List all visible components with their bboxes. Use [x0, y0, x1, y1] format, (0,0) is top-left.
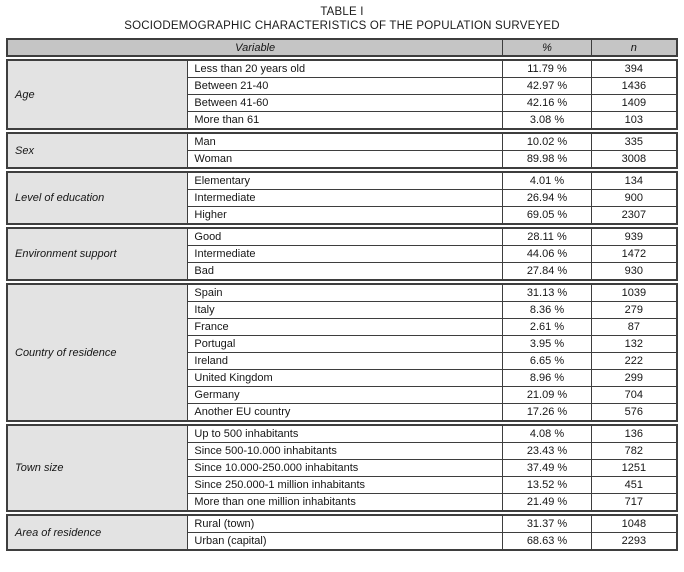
n-cell: 335 — [591, 133, 677, 151]
table-number-title: TABLE I — [320, 6, 364, 18]
variable-cell: More than one million inhabitants — [188, 494, 503, 512]
n-cell: 900 — [591, 190, 677, 207]
percent-cell: 44.06 % — [503, 246, 591, 263]
variable-cell: Intermediate — [188, 190, 503, 207]
variable-cell: Spain — [188, 284, 503, 302]
percent-cell: 4.01 % — [503, 172, 591, 190]
percent-cell: 3.95 % — [503, 336, 591, 353]
table-row — [7, 515, 677, 533]
table-row — [7, 172, 677, 190]
percent-cell: 28.11 % — [503, 228, 591, 246]
n-cell: 576 — [591, 404, 677, 422]
percent-cell: 8.36 % — [503, 302, 591, 319]
variable-cell: France — [188, 319, 503, 336]
variable-cell: Between 41-60 — [188, 95, 503, 112]
percent-cell: 4.08 % — [503, 425, 591, 443]
table-caption: SOCIODEMOGRAPHIC CHARACTERISTICS OF THE POPULATION SURVEYED — [124, 20, 560, 32]
table-row — [7, 425, 677, 443]
group-section — [6, 227, 678, 281]
variable-cell: Elementary — [188, 172, 503, 190]
percent-cell: 2.61 % — [503, 319, 591, 336]
n-cell: 87 — [591, 319, 677, 336]
group-label: Level of education — [7, 172, 188, 224]
group-label: Town size — [7, 425, 188, 511]
percent-cell: 21.09 % — [503, 387, 591, 404]
percent-cell: 69.05 % — [503, 207, 591, 225]
n-cell: 1409 — [591, 95, 677, 112]
n-cell: 2293 — [591, 533, 677, 551]
percent-cell: 26.94 % — [503, 190, 591, 207]
n-cell: 136 — [591, 425, 677, 443]
n-cell: 782 — [591, 443, 677, 460]
n-cell: 2307 — [591, 207, 677, 225]
column-header-variable: Variable — [7, 39, 503, 56]
percent-cell: 37.49 % — [503, 460, 591, 477]
variable-cell: Another EU country — [188, 404, 503, 422]
percent-cell: 89.98 % — [503, 151, 591, 169]
n-cell: 222 — [591, 353, 677, 370]
n-cell: 3008 — [591, 151, 677, 169]
variable-cell: Woman — [188, 151, 503, 169]
percent-cell: 31.13 % — [503, 284, 591, 302]
percent-cell: 42.97 % — [503, 78, 591, 95]
percent-cell: 8.96 % — [503, 370, 591, 387]
n-cell: 1039 — [591, 284, 677, 302]
group-section — [6, 283, 678, 422]
n-cell: 1048 — [591, 515, 677, 533]
variable-cell: Since 500-10.000 inhabitants — [188, 443, 503, 460]
n-cell: 132 — [591, 336, 677, 353]
percent-cell: 6.65 % — [503, 353, 591, 370]
percent-cell: 23.43 % — [503, 443, 591, 460]
variable-cell: Man — [188, 133, 503, 151]
n-cell: 103 — [591, 112, 677, 130]
group-section — [6, 59, 678, 130]
variable-cell: More than 61 — [188, 112, 503, 130]
table-row — [7, 228, 677, 246]
table-row — [7, 133, 677, 151]
variable-cell: Bad — [188, 263, 503, 281]
variable-cell: Since 10.000-250.000 inhabitants — [188, 460, 503, 477]
n-cell: 1251 — [591, 460, 677, 477]
variable-cell: Germany — [188, 387, 503, 404]
variable-cell: Intermediate — [188, 246, 503, 263]
group-label: Area of residence — [7, 515, 188, 550]
table-body-sections — [6, 59, 678, 551]
n-cell: 717 — [591, 494, 677, 512]
group-label: Country of residence — [7, 284, 188, 421]
variable-cell: United Kingdom — [188, 370, 503, 387]
variable-cell: Since 250.000-1 million inhabitants — [188, 477, 503, 494]
sociodemographic-table — [6, 38, 678, 551]
group-section — [6, 514, 678, 551]
group-label: Age — [7, 60, 188, 129]
table-row — [7, 284, 677, 302]
n-cell: 394 — [591, 60, 677, 78]
column-header-percent: % — [503, 39, 591, 56]
table-row — [7, 60, 677, 78]
n-cell: 279 — [591, 302, 677, 319]
column-header-n: n — [591, 39, 677, 56]
variable-cell: Good — [188, 228, 503, 246]
variable-cell: Portugal — [188, 336, 503, 353]
n-cell: 1436 — [591, 78, 677, 95]
variable-cell: Urban (capital) — [188, 533, 503, 551]
variable-cell: Rural (town) — [188, 515, 503, 533]
n-cell: 451 — [591, 477, 677, 494]
percent-cell: 42.16 % — [503, 95, 591, 112]
header-row — [7, 39, 677, 56]
group-label: Sex — [7, 133, 188, 168]
group-section — [6, 132, 678, 169]
variable-cell: Up to 500 inhabitants — [188, 425, 503, 443]
percent-cell: 21.49 % — [503, 494, 591, 512]
table-header-row — [6, 38, 678, 57]
percent-cell: 27.84 % — [503, 263, 591, 281]
group-label: Environment support — [7, 228, 188, 280]
percent-cell: 13.52 % — [503, 477, 591, 494]
n-cell: 930 — [591, 263, 677, 281]
n-cell: 134 — [591, 172, 677, 190]
percent-cell: 17.26 % — [503, 404, 591, 422]
group-section — [6, 424, 678, 512]
variable-cell: Higher — [188, 207, 503, 225]
n-cell: 1472 — [591, 246, 677, 263]
n-cell: 939 — [591, 228, 677, 246]
n-cell: 704 — [591, 387, 677, 404]
percent-cell: 11.79 % — [503, 60, 591, 78]
variable-cell: Italy — [188, 302, 503, 319]
variable-cell: Ireland — [188, 353, 503, 370]
percent-cell: 10.02 % — [503, 133, 591, 151]
variable-cell: Less than 20 years old — [188, 60, 503, 78]
variable-cell: Between 21-40 — [188, 78, 503, 95]
percent-cell: 3.08 % — [503, 112, 591, 130]
percent-cell: 31.37 % — [503, 515, 591, 533]
group-section — [6, 171, 678, 225]
n-cell: 299 — [591, 370, 677, 387]
percent-cell: 68.63 % — [503, 533, 591, 551]
